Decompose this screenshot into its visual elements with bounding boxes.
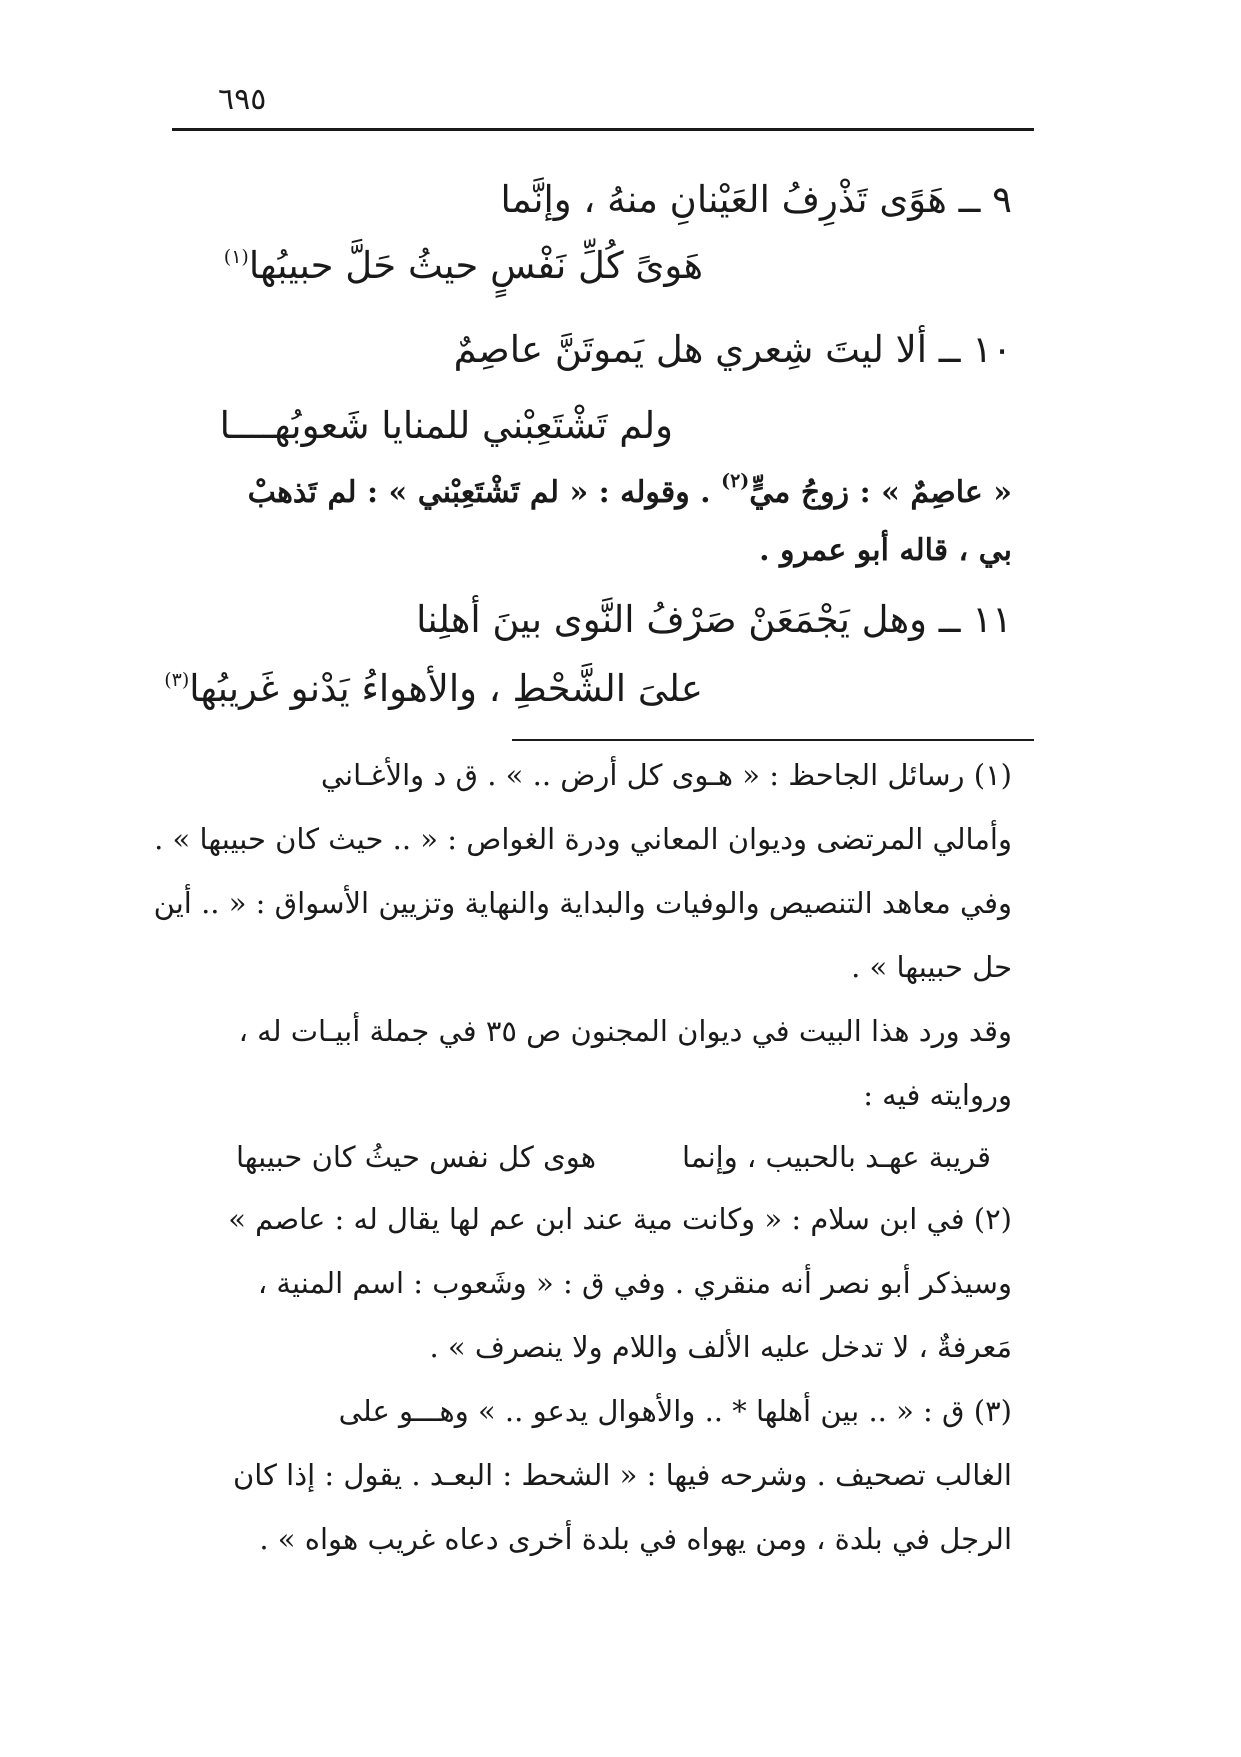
verse-9-first-text: ٩ ــ هَوًى تَذْرِفُ العَيْنانِ منهُ ، وإنَّما [500, 178, 1012, 221]
verse-10-second-hemistich [220, 404, 673, 448]
commentary-1a: « عاصِمٌ » : زوجُ ميٍّ [749, 475, 1012, 510]
verse-10-first-text: ١٠ ــ ألا ليتَ شِعري هل يَموتَنَّ عاصِمٌ [453, 328, 1012, 371]
commentary-line-2: بي ، قاله أبو عمرو . [759, 533, 1012, 568]
footnote-1-line-4: حل حبيبها » . [851, 950, 1012, 984]
footnote-marker-3: (٣) [164, 669, 190, 691]
footnote-1-line-2: وأمالي المرتضى وديوان المعاني ودرة الغواص : « .. حيث كان حبيبها » . [154, 822, 1012, 856]
footnote-marker-1: (١) [223, 246, 249, 268]
footnote-rule [512, 739, 1034, 741]
footnote-1-line-3: وفي معاهد التنصيص والوفيات والبداية والنهاية وتزيين الأسواق : « .. أين [153, 886, 1012, 920]
footnote-1-verse-first: قريبة عهـد بالحبيب ، وإنما [681, 1140, 991, 1174]
footnote-1-verse-second: هوى كل نفس حيثُ كان حبيبها [235, 1140, 596, 1174]
verse-11-second-text: علىَ الشَّحْطِ ، والأهواءُ يَدْنو غَريبُها [189, 667, 703, 710]
footnote-3-line-3: الرجل في بلدة ، ومن يهواه في بلدة أخرى دعاه غريب هواه » . [259, 1522, 1012, 1556]
verse-10-second-text: ولم تَشْتَعِبْني للمنايا شَعوبُهــــا [219, 404, 673, 447]
footnote-1-line-6: وروايته فيه : [863, 1078, 1012, 1112]
footnote-3-line-1: (٣) ق : « .. بين أهلها * .. والأهوال يدعو .. » وهـــو على [338, 1394, 1012, 1428]
footnote-1-line-1: (١) رسائل الجاحظ : « هـوى كل أرض .. » . ق د والأغـاني [320, 758, 1012, 792]
verse-9-second-hemistich [224, 244, 703, 288]
footnote-2-line-2: وسيذكر أبو نصر أنه منقري . وفي ق : « وشَعوب : اسم المنية ، [257, 1266, 1012, 1300]
footnote-3-line-2: الغالب تصحيف . وشرحه فيها : « الشحط : البعـد . يقول : إذا كان [232, 1458, 1012, 1492]
footnote-2-line-1: (٢) في ابن سلام : « وكانت مية عند ابن عم لها يقال له : عاصم » [228, 1202, 1012, 1236]
footnote-1-line-5: وقد ورد هذا البيت في ديوان المجنون ص ٣٥ في جملة أبيـات له ، [238, 1014, 1012, 1048]
footnote-2-line-3: مَعرفةٌ ، لا تدخل عليه الألف واللام ولا ينصرف » . [429, 1330, 1012, 1364]
footnote-marker-2: (٢) [721, 470, 750, 492]
verse-10-first-hemistich [454, 328, 1012, 372]
verse-9-first-hemistich [501, 178, 1012, 222]
page-number: ٦٩٥ [218, 82, 267, 117]
header-rule [172, 128, 1034, 131]
verse-11-second-hemistich [164, 667, 703, 711]
verse-11-first-hemistich [416, 598, 1012, 642]
verse-11-first-text: ١١ ــ وهل يَجْمَعَنْ صَرْفُ النَّوى بينَ أهلِنا [416, 598, 1012, 641]
commentary-line-1 [248, 470, 1012, 511]
verse-9-second-text: هَوىً كُلِّ نَفْسٍ حيثُ حَلَّ حبيبُها [248, 244, 703, 287]
commentary-1b: . وقوله : « لم تَشْتَعِبْني » : لم تَذهبْ [247, 475, 722, 510]
